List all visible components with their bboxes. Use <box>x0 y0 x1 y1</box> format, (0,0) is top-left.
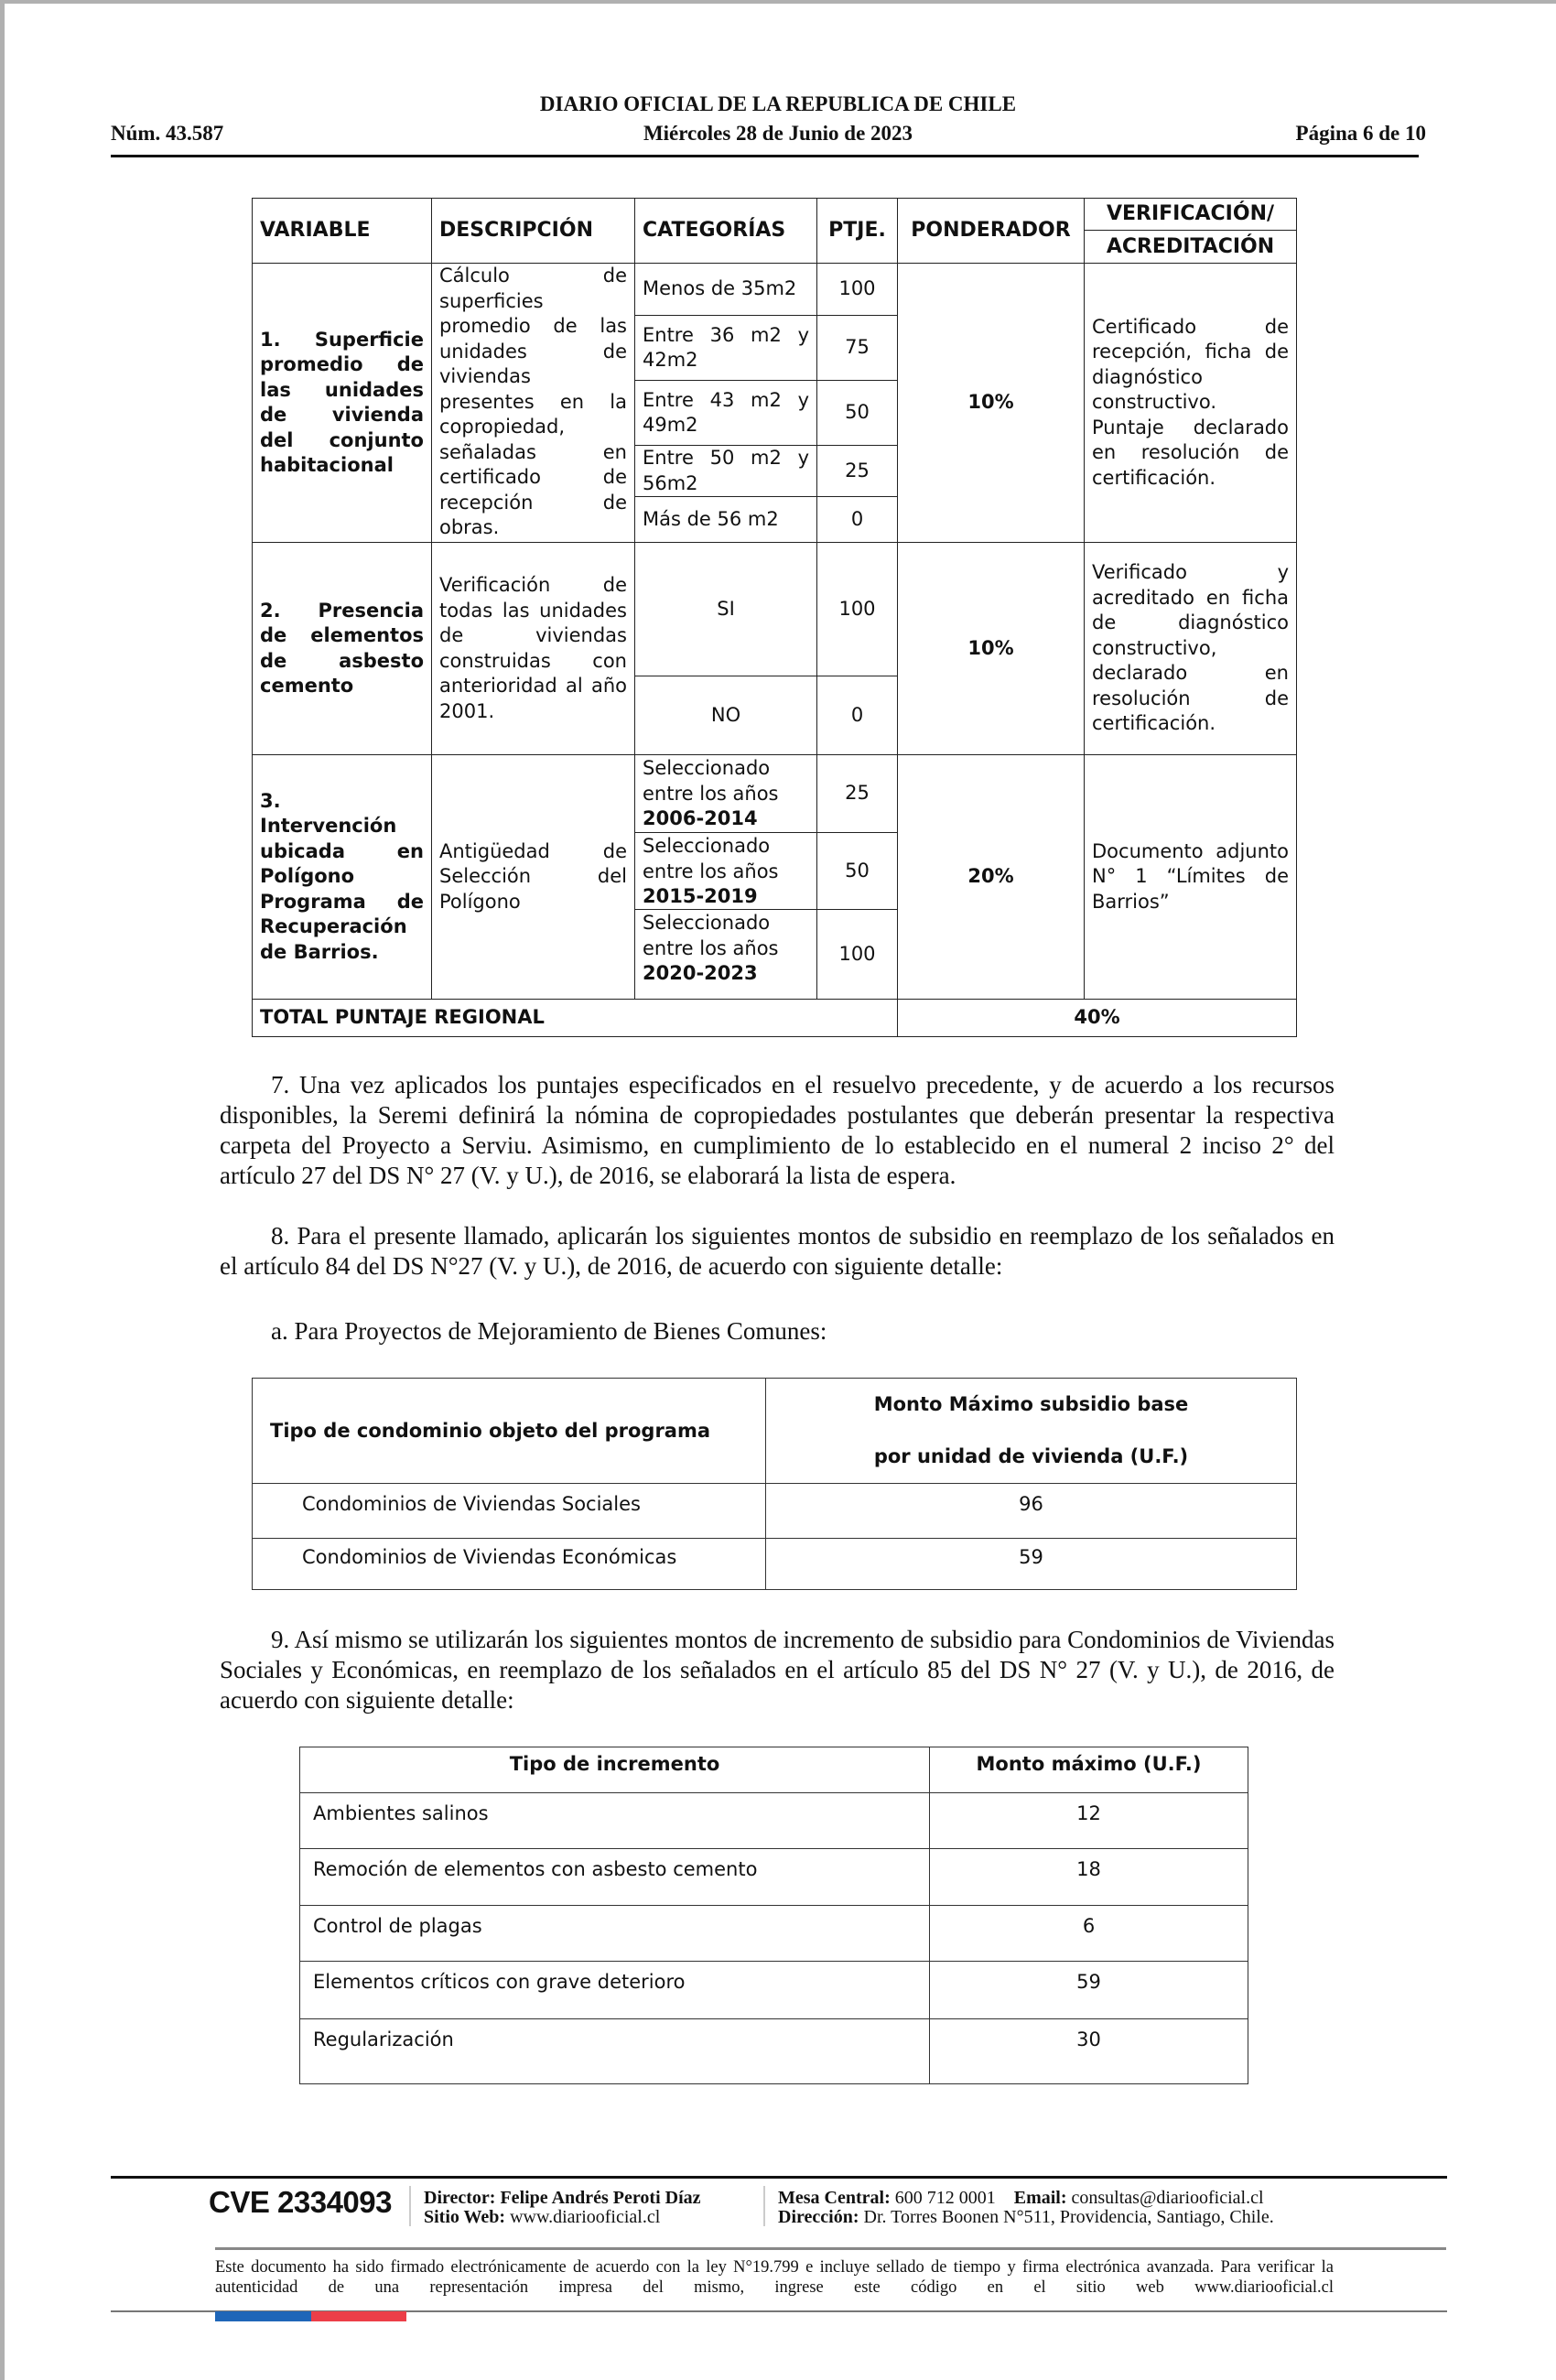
header-ponderador <box>897 198 1085 264</box>
row2-ptje-1 <box>816 542 898 676</box>
row3-ptje-2 <box>816 832 898 910</box>
subsidy-monto: 96 <box>1019 1493 1043 1515</box>
subsidy-header-tipo-text: Tipo de condominio objeto del programa <box>270 1420 711 1442</box>
footer-disclaimer: Este documento ha sido firmado electrónicamente de acuerdo con la ley N°19.799 e incluye sellado de tiempo y firma electrónica avanzada. Para verificar la autenticidad de una representación impresa del mismo, ingrese este código en el sitio web www.diariooficial.cl <box>215 2258 1334 2297</box>
table-row <box>299 1905 930 1962</box>
category-label: SI <box>717 597 735 620</box>
increment-tipo: Regularización <box>313 2028 454 2050</box>
category-years: 2006-2014 <box>643 807 758 829</box>
ptje-value: 25 <box>845 459 870 481</box>
row3-cat-2 <box>634 832 817 910</box>
header-categorias-text: CATEGORÍAS <box>643 219 786 243</box>
header-descripcion-text: DESCRIPCIÓN <box>439 219 593 243</box>
email-link[interactable]: consultas@diariooficial.cl <box>1071 2188 1264 2208</box>
table-row <box>765 1538 1297 1590</box>
row1-ptje-5 <box>816 496 898 543</box>
paragraph-9 <box>220 1625 1334 1715</box>
paragraph-7-text: 7. Una vez aplicados los puntajes especificados en el resuelvo precedente, y de acuerdo a los recursos disponibles, la Seremi definirá la nómina de copropiedades postulantes que deberán presentar la respectiva carpeta del Proyecto a Serviu. Asimismo, en cumplimiento de lo establecido en el numeral 2 inciso 2° del artículo 27 del DS N° 27 (V. y U.), de 2016, se elaborará la lista de espera. <box>220 1071 1334 1189</box>
table-row <box>252 1538 766 1590</box>
category-label: Entre 43 m2 y 49m2 <box>643 388 809 436</box>
verificacion-text: Verificado y acreditado en ficha de diagnóstico constructivo, declarado en resolución de certificación. <box>1092 561 1289 735</box>
phone-label: Mesa Central: <box>778 2188 891 2208</box>
total-value <box>897 999 1297 1037</box>
footer-divider-top <box>111 2176 1447 2179</box>
total-label-text: TOTAL PUNTAJE REGIONAL <box>260 1006 545 1029</box>
publication-title: DIARIO OFICIAL DE LA REPUBLICA DE CHILE <box>539 92 1017 115</box>
ptje-value: 0 <box>850 703 864 726</box>
subsidy-tipo: Condominios de Viviendas Sociales <box>302 1493 641 1515</box>
header-variable-text: VARIABLE <box>260 219 371 243</box>
director-value: Felipe Andrés Peroti Díaz <box>500 2188 701 2208</box>
row2-variable-text: 2. Presencia de elementos de asbesto cemento <box>260 599 424 697</box>
header-descripcion <box>431 198 635 264</box>
header-divider <box>111 155 1419 157</box>
verificacion-text: Certificado de recepción, ficha de diagnóstico constructivo. Puntaje declarado en resolución de certificación. <box>1092 315 1289 489</box>
table-row <box>929 1961 1248 2019</box>
table-row <box>252 1483 766 1539</box>
category-label: Entre 36 m2 y 42m2 <box>643 323 809 371</box>
table-row <box>929 2018 1248 2084</box>
row1-ptje-1 <box>816 263 898 316</box>
subsidy-header-monto <box>765 1378 1297 1484</box>
header-verificacion-2 <box>1084 230 1297 264</box>
row1-descripcion-text: Cálculo de superficies promedio de las unidades de viviendas presentes en la copropiedad, señaladas en certificado de recepción de obras. <box>439 265 627 538</box>
address-value: Dr. Torres Boonen N°511, Providencia, Santiago, Chile. <box>863 2207 1274 2227</box>
paragraph-7 <box>220 1070 1334 1191</box>
increment-monto: 12 <box>1076 1802 1101 1824</box>
increment-header-tipo <box>299 1747 930 1793</box>
footer-separator <box>409 2186 411 2226</box>
row1-cat-5 <box>634 496 817 543</box>
row3-descripcion <box>431 754 635 1000</box>
category-years: 2020-2023 <box>643 962 758 984</box>
row1-variable-text: 1. Superficie promedio de las unidades de vivienda del conjunto habitacional <box>260 328 424 476</box>
row3-cat-3 <box>634 909 817 1000</box>
ptje-value: 50 <box>845 859 870 882</box>
cve-code: CVE 2334093 <box>209 2185 392 2219</box>
row1-ponderador <box>897 263 1085 543</box>
header-verificacion-1 <box>1084 198 1297 231</box>
row1-descripcion <box>431 263 635 543</box>
page-edge-top <box>0 0 1556 4</box>
table-row <box>299 1848 930 1906</box>
category-years: 2015-2019 <box>643 885 758 907</box>
category-label: Seleccionado entre los años <box>643 835 779 882</box>
category-label: Más de 56 m2 <box>643 507 779 530</box>
flag-stripe-red <box>311 2311 406 2321</box>
row1-cat-2 <box>634 315 817 381</box>
ptje-value: 75 <box>845 336 870 359</box>
row1-cat-3 <box>634 380 817 446</box>
header-verificacion-2-text: ACREDITACIÓN <box>1106 234 1275 258</box>
website-link[interactable]: www.diariooficial.cl <box>510 2207 661 2227</box>
row2-cat-2 <box>634 676 817 755</box>
page-edge-left <box>0 0 5 2380</box>
footer-contact-block <box>778 2189 1274 2227</box>
footer-director-block <box>424 2189 701 2227</box>
row1-cat-4 <box>634 445 817 497</box>
increment-header-monto-text: Monto máximo (U.F.) <box>976 1753 1202 1775</box>
increment-tipo: Ambientes salinos <box>313 1802 489 1824</box>
row3-variable-text: 3. Intervención ubicada en Polígono Programa de Recuperación de Barrios. <box>260 789 424 963</box>
paragraph-8-text: 8. Para el presente llamado, aplicarán los siguientes montos de subsidio en reemplazo de los señalados en el artículo 84 del DS N°27 (V. y U.), de 2016, de acuerdo con siguiente detalle: <box>220 1222 1334 1280</box>
increment-monto: 30 <box>1076 2028 1101 2050</box>
row1-cat-1 <box>634 263 817 316</box>
table-row <box>299 1792 930 1849</box>
paragraph-9-text: 9. Así mismo se utilizarán los siguientes montos de incremento de subsidio para Condominios de Viviendas Sociales y Económicas, en reemplazo de los señalados en el artículo 85 del DS N° 27 (V. y U.), de 2016, de acuerdo con siguiente detalle: <box>220 1626 1334 1714</box>
row3-variable <box>252 754 432 1000</box>
ptje-value: 50 <box>845 401 870 424</box>
table-row <box>929 1905 1248 1962</box>
footer-separator <box>763 2186 765 2226</box>
row1-ptje-4 <box>816 445 898 497</box>
subsidy-monto: 59 <box>1019 1546 1043 1568</box>
increment-monto: 18 <box>1076 1858 1101 1880</box>
page-indicator: Página 6 de 10 <box>1295 122 1426 145</box>
paragraph-8 <box>220 1221 1334 1282</box>
ptje-value: 25 <box>845 782 870 805</box>
category-label: Menos de 35m2 <box>643 277 797 300</box>
table-row <box>929 1848 1248 1906</box>
issue-date: Miércoles 28 de Junio de 2023 <box>643 122 913 145</box>
paragraph-8a-text: a. Para Proyectos de Mejoramiento de Bienes Comunes: <box>271 1317 827 1345</box>
table-row <box>765 1483 1297 1539</box>
table-row <box>929 1792 1248 1849</box>
row2-cat-1 <box>634 542 817 676</box>
category-label: Seleccionado entre los años <box>643 912 779 959</box>
increment-header-monto <box>929 1747 1248 1793</box>
row3-descripcion-text: Antigüedad de Selección del Polígono <box>439 839 627 913</box>
ponderador-value: 10% <box>967 636 1014 659</box>
header-verificacion-1-text: VERIFICACIÓN/ <box>1106 202 1275 226</box>
category-label: Entre 50 m2 y 56m2 <box>643 447 809 494</box>
row2-ptje-2 <box>816 676 898 755</box>
ptje-value: 0 <box>850 507 864 530</box>
row3-ponderador <box>897 754 1085 1000</box>
website-label: Sitio Web: <box>424 2207 506 2227</box>
category-label: NO <box>710 703 741 726</box>
increment-header-tipo-text: Tipo de incremento <box>509 1753 720 1775</box>
increment-monto: 59 <box>1076 1971 1101 1993</box>
paragraph-8a <box>271 1316 1186 1347</box>
increment-monto: 6 <box>1082 1915 1096 1937</box>
increment-tipo: Remoción de elementos con asbesto cemento <box>313 1858 758 1880</box>
subsidy-header-monto-line1: Monto Máximo subsidio base <box>873 1393 1189 1415</box>
header-ptje-text: PTJE. <box>828 219 886 243</box>
subsidy-header-tipo <box>252 1378 766 1484</box>
subsidy-header-monto-line2: por unidad de vivienda (U.F.) <box>873 1445 1189 1467</box>
address-label: Dirección: <box>778 2207 859 2227</box>
subsidy-tipo: Condominios de Viviendas Económicas <box>302 1546 677 1568</box>
row2-descripcion-text: Verificación de todas las unidades de viviendas construidas con anterioridad al año 2001. <box>439 574 627 722</box>
row3-cat-1 <box>634 754 817 833</box>
flag-stripe-blue <box>215 2311 311 2321</box>
row1-ptje-2 <box>816 315 898 381</box>
row2-verificacion <box>1084 542 1297 755</box>
row2-descripcion <box>431 542 635 755</box>
total-value-text: 40% <box>1074 1006 1120 1029</box>
total-label <box>252 999 898 1037</box>
row3-ptje-3 <box>816 909 898 1000</box>
increment-tipo: Control de plagas <box>313 1915 482 1937</box>
row1-variable <box>252 263 432 543</box>
email-label: Email: <box>1013 2188 1067 2208</box>
director-label: Director: <box>424 2188 496 2208</box>
row1-ptje-3 <box>816 380 898 446</box>
ptje-value: 100 <box>838 942 876 965</box>
row3-verificacion <box>1084 754 1297 1000</box>
header-ponderador-text: PONDERADOR <box>911 219 1071 243</box>
ponderador-value: 10% <box>967 391 1014 414</box>
row1-verificacion <box>1084 263 1297 543</box>
footer-divider-mid <box>215 2247 1446 2250</box>
phone-value: 600 712 0001 <box>894 2188 996 2208</box>
issue-number: Núm. 43.587 <box>111 122 224 145</box>
row2-variable <box>252 542 432 755</box>
ptje-value: 100 <box>838 277 876 300</box>
header-ptje <box>816 198 898 264</box>
row2-ponderador <box>897 542 1085 755</box>
ptje-value: 100 <box>838 597 876 620</box>
table-row <box>299 1961 930 2019</box>
row3-ptje-1 <box>816 754 898 833</box>
increment-tipo: Elementos críticos con grave deterioro <box>313 1971 686 1993</box>
ponderador-value: 20% <box>967 865 1014 888</box>
header-variable <box>252 198 432 264</box>
verificacion-text: Documento adjunto N° 1 “Límites de Barrios” <box>1092 839 1289 913</box>
table-row <box>299 2018 930 2084</box>
header-categorias <box>634 198 817 264</box>
category-label: Seleccionado entre los años <box>643 757 779 805</box>
